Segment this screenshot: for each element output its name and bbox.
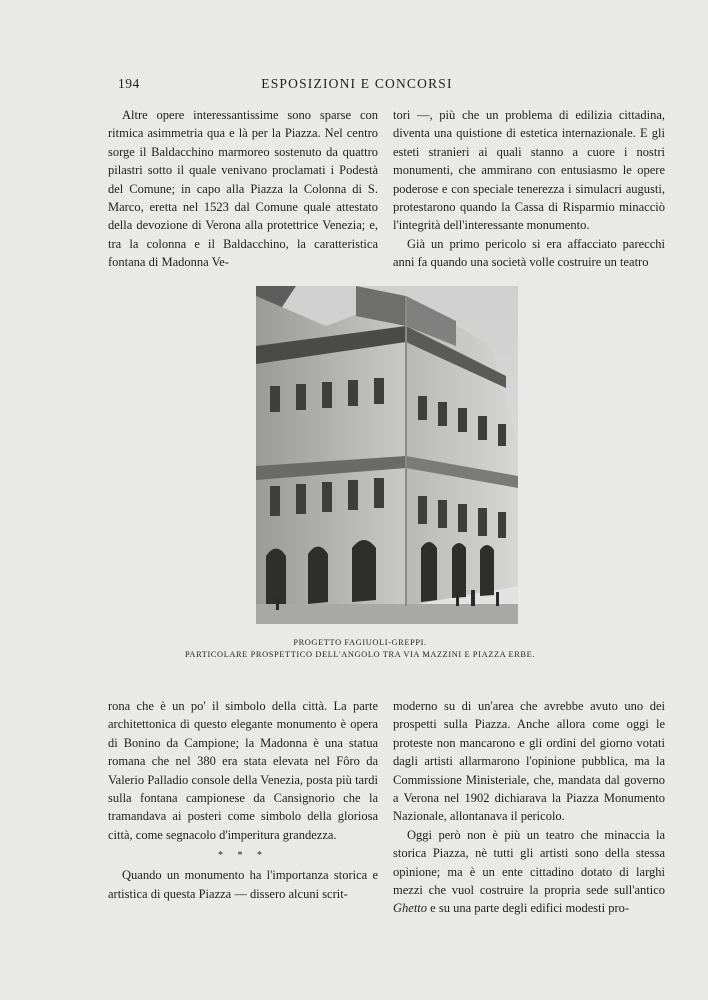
paragraph: Già un primo pericolo si era affacciato parecchi anni fa quando una società volle costruire un teatro xyxy=(393,236,665,270)
running-title: ESPOSIZIONI E CONCORSI xyxy=(261,76,453,91)
column-top-right xyxy=(393,106,665,272)
building-photograph xyxy=(256,286,518,624)
column-top-left xyxy=(108,106,378,272)
paragraph: Altre opere interessantissime sono sparse con ritmica asimmetria qua e là per la Piazza. Nel centro sorge il Baldacchino marmoreo sostenuto da quattro pilastri sotto il quale venivano proclamati i Podestà del Comune; in capo alla Piazza la Colonna di S. Marco, eretta nel 1523 dal Comune quale attestato della devozione di Verona alla protettrice Venezia; e, tra la colonna e il Baldacchino, la caratteristica fontana di Madonna Ve- xyxy=(108,108,378,270)
caption-line-2: PARTICOLARE PROSPETTICO DELL'ANGOLO TRA VIA MAZZINI E PIAZZA ERBE. xyxy=(184,650,536,659)
section-separator: * * * xyxy=(218,850,268,862)
paragraph: tori —, più che un problema di edilizia cittadina, diventa una quistione di estetica internazionale. E gli esteti stranieri ai quali stanno a cuore i nostri monumenti, che ammirano con entusiasmo le opere poderose e con speciale tenerezza i simulacri augusti, protestarono quando la Cassa di Risparmio minacciò l'integrità dell'interessante monumento. xyxy=(393,108,665,233)
building-illustration xyxy=(256,286,518,624)
paragraph: Quando un monumento ha l'importanza storica e artistica di questa Piazza — dissero alcuni scrit- xyxy=(108,868,378,901)
column-bottom-left xyxy=(108,697,378,903)
paragraph: moderno su di un'area che avrebbe avuto uno dei prospetti sulla Piazza. Anche allora come oggi le proteste non mancarono e gli ordini del giorno votati dagli artisti allarmarono l'opinione pubblica, ma la Commissione Ministeriale, che, mandata dal governo a Verona nel 1902 dichiarava la Piazza Monumento Nazionale, allontanava il pericolo. xyxy=(393,699,665,824)
text-run: Oggi però non è più un teatro che minaccia la storica Piazza, nè tutti gli artisti sono della stessa opinione; ma è un ente cittadino dotato di larghi mezzi che vuol costruire la propria sede sull'antico xyxy=(393,827,665,898)
italic-term: Ghetto xyxy=(393,901,428,916)
page-number: 194 xyxy=(118,76,140,91)
figure-caption xyxy=(150,637,570,661)
column-bottom-right xyxy=(393,697,665,918)
running-head xyxy=(118,76,596,94)
text-run: e su una parte degli edifici modesti pro- xyxy=(427,901,630,916)
paragraph: rona che è un po' il simbolo della città. La parte architettonica di questo elegante monumento è opera di Bonino da Campione; la Madonna è una statua romana che nel 380 era stata elevata nel Fôro da Valerio Palladio console della Venezia, posta più tardi sulla fontana campionese da Cansignorio che la tramandava ai posteri come simbolo della gloriosa città, come segnacolo d'imperitura grandezza. xyxy=(108,699,378,842)
paragraph xyxy=(393,826,665,918)
caption-line-1: PROGETTO FAGIUOLI-GREPPI. xyxy=(293,638,427,647)
